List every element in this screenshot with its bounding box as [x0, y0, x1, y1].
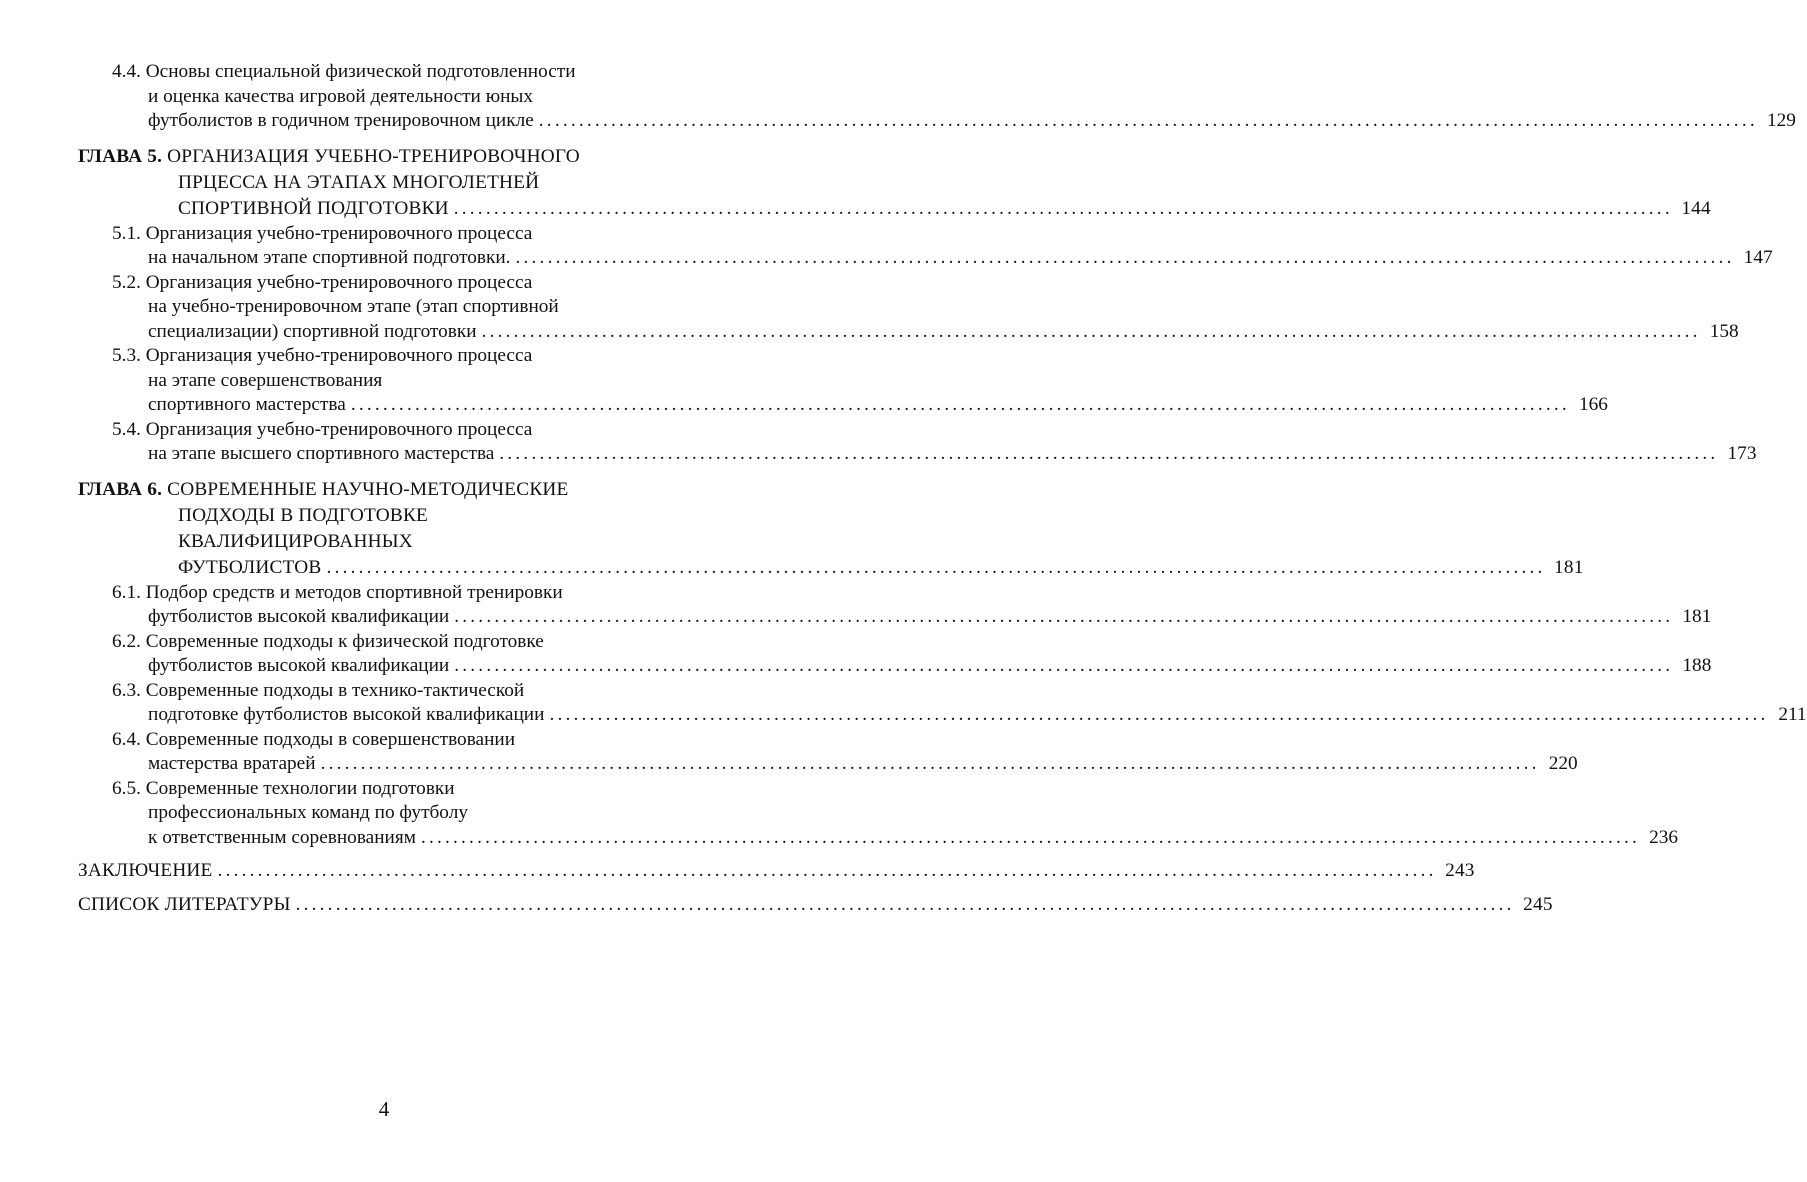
toc-entry-5-1-page: 147 [1743, 247, 1773, 268]
dot-leader: ........................................................................................................................................................ [481, 320, 1701, 342]
toc-entry-6-1-line-2 [78, 605, 1712, 630]
chapter-5-page: 144 [1681, 197, 1711, 219]
chapter-5-heading-line-1 [78, 144, 668, 170]
chapter-6-title-1: СОВРЕМЕННЫЕ НАУЧНО-МЕТОДИЧЕСКИЕ [167, 478, 569, 500]
dot-leader: ........................................................................................................................................................ [453, 197, 1673, 219]
dot-leader: ........................................................................................................................................................ [515, 247, 1735, 268]
toc-entry-5-2-text: специализации) спортивной подготовки [148, 320, 477, 342]
chapter-5-label: ГЛАВА 5. [78, 145, 163, 167]
toc-entry-conclusion [78, 858, 1475, 884]
toc-entry-6-4-page: 220 [1548, 753, 1578, 774]
toc-entry-4-4-line-1: 4.4. Основы специальной физической подготовленности [112, 61, 576, 82]
dot-leader: ........................................................................................................................................................ [295, 894, 1515, 915]
toc-entry-5-3-line-2: на этапе совершенствования [148, 369, 383, 391]
toc-entry-6-1-page: 181 [1682, 606, 1712, 627]
toc-entry-6-5-page: 236 [1649, 826, 1679, 848]
toc-entry-6-2-page: 188 [1682, 655, 1712, 676]
chapter-6-label: ГЛАВА 6. [78, 478, 163, 500]
toc-entry-6-4-line-2 [78, 752, 1578, 777]
dot-leader: ........................................................................................................................................................ [538, 110, 1758, 131]
chapter-5-heading-line-3 [78, 196, 1711, 222]
toc-entry-5-4-page: 173 [1727, 443, 1757, 464]
toc-entry-6-2-text: футболистов высокой квалификации [148, 655, 450, 676]
toc-entry-5-3-line-3 [78, 393, 1608, 418]
dot-leader: ........................................................................................................................................................ [499, 443, 1719, 464]
toc-entry-6-4-text: мастерства вратарей [148, 753, 316, 774]
references-page: 245 [1523, 894, 1553, 915]
conclusion-title: ЗАКЛЮЧЕНИЕ [78, 860, 213, 881]
toc-entry-5-2-line-3 [78, 320, 1739, 345]
dot-leader: ........................................................................................................................................................ [549, 704, 1769, 725]
page-number: 4 [378, 1097, 390, 1121]
toc-entry-6-5-text: к ответственным соревнованиям [148, 826, 416, 848]
toc-entry-6-3-text: подготовке футболистов высокой квалификации [148, 704, 545, 725]
chapter-6-heading-line-1 [78, 477, 668, 503]
toc-entry-4-4-line-3 [78, 109, 1796, 134]
chapter-5-title-1: ОРГАНИЗАЦИЯ УЧЕБНО-ТРЕНИРОВОЧНОГО [167, 145, 580, 167]
dot-leader: ........................................................................................................................................................ [217, 860, 1437, 881]
toc-entry-4-4-line-2: и оценка качества игровой деятельности юных [148, 85, 534, 107]
table-of-contents [78, 60, 1807, 918]
toc-entry-5-3-line-1: 5.3. Организация учебно-тренировочного процесса [112, 345, 533, 366]
toc-entry-6-2-line-1: 6.2. Современные подходы к физической подготовке [112, 630, 544, 652]
chapter-6-heading-line-2: ПОДХОДЫ В ПОДГОТОВКЕ [178, 504, 428, 526]
chapter-6-page: 181 [1554, 556, 1584, 578]
toc-entry-5-3-text: спортивного мастерства [148, 394, 346, 415]
dot-leader: ........................................................................................................................................................ [320, 753, 1540, 774]
chapter-6-heading-line-4 [78, 555, 1584, 581]
dot-leader: ........................................................................................................................................................ [454, 606, 1674, 627]
conclusion-page: 243 [1445, 860, 1475, 881]
toc-entry-6-2-line-2 [78, 654, 1712, 679]
toc-entry-6-3-line-1: 6.3. Современные подходы в технико-тактической [112, 679, 525, 701]
toc-entry-5-1-text: на начальном этапе спортивной подготовки. [148, 247, 511, 268]
toc-entry-5-2-line-2: на учебно-тренировочном этапе (этап спортивной [148, 296, 559, 317]
chapter-5-title-3: СПОРТИВНОЙ ПОДГОТОВКИ [178, 197, 449, 219]
dot-leader: ........................................................................................................................................................ [454, 655, 1674, 676]
chapter-5-heading-line-2: ПРЦЕССА НА ЭТАПАХ МНОГОЛЕТНЕЙ [178, 171, 540, 193]
toc-entry-6-5-line-1: 6.5. Современные технологии подготовки [112, 777, 455, 799]
chapter-6-heading-line-3: КВАЛИФИЦИРОВАННЫХ [178, 530, 413, 552]
chapter-6-title-4: ФУТБОЛИСТОВ [178, 556, 322, 578]
toc-entry-5-1-line-1: 5.1. Организация учебно-тренировочного процесса [112, 222, 533, 244]
toc-entry-6-1-text: футболистов высокой квалификации [148, 606, 450, 627]
toc-entry-6-1-line-1: 6.1. Подбор средств и методов спортивной тренировки [112, 581, 563, 603]
dot-leader: ........................................................................................................................................................ [326, 556, 1546, 578]
toc-entry-references [78, 892, 1553, 918]
toc-entry-5-2-page: 158 [1709, 320, 1739, 342]
toc-entry-5-4-line-1: 5.4. Организация учебно-тренировочного процесса [112, 418, 533, 440]
toc-entry-6-5-line-3 [78, 826, 1679, 851]
toc-entry-6-4-line-1: 6.4. Современные подходы в совершенствовании [112, 728, 516, 750]
toc-entry-4-4-text: футболистов в годичном тренировочном цикле [148, 110, 534, 131]
toc-entry-5-2-line-1: 5.2. Организация учебно-тренировочного процесса [112, 271, 533, 293]
references-title: СПИСОК ЛИТЕРАТУРЫ [78, 894, 291, 915]
toc-entry-5-4-line-2 [78, 442, 1757, 467]
toc-entry-6-5-line-2: профессиональных команд по футболу [148, 802, 468, 823]
dot-leader: ........................................................................................................................................................ [420, 826, 1641, 848]
toc-entry-5-4-text: на этапе высшего спортивного мастерства [148, 443, 495, 464]
toc-entry-6-3-page: 211 [1778, 704, 1807, 725]
toc-entry-4-4-page: 129 [1766, 110, 1796, 131]
toc-entry-6-3-line-2 [78, 703, 1807, 728]
toc-entry-5-1-line-2 [78, 246, 1773, 271]
dot-leader: ........................................................................................................................................................ [350, 394, 1570, 415]
toc-entry-5-3-page: 166 [1578, 394, 1608, 415]
